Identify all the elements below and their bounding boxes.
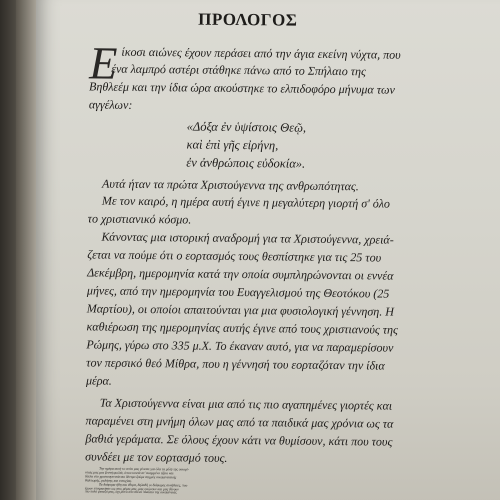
quote-line: ἐν ἀνθρώποις εὐδοκία».	[186, 155, 306, 171]
text-line: ζεται να πούμε ότι ο εορτασμός τους θεσπίστηκε για τις 25 του	[87, 247, 382, 265]
text-line: ένα λαμπρό αστέρι στάθηκε πάνω από το Σπήλαιο της	[111, 61, 366, 79]
page-title: ΠΡΟΛΟΓΟΣ	[198, 9, 298, 30]
text-line: βαθιά γεράματα. Σε όλους έχουν κάτι να θυμίσουν, κάτι που τους	[85, 431, 393, 449]
text-line: αγγέλων:	[88, 97, 133, 112]
text-line: Μαρτίου), οι οποίοι απαιτούνται για μια φυσιολογική γέννηση. Η	[86, 301, 395, 319]
text-line: το χριστιανικό κόσμο.	[87, 211, 192, 227]
text-line: έχουν επικρατήσει ως στις μέρες μας, μας ενώνουν και μας δένουν	[84, 485, 179, 491]
quote-line: καὶ ἐπὶ γῆς εἰρήνη,	[186, 137, 279, 153]
text-line: Με τον καιρό, η ημέρα αυτή έγινε η μεγαλύτερη γιορτή σ' όλο	[101, 193, 391, 211]
page-content	[43, 0, 493, 500]
text-line: πιο πολύ μεταξύ μας, όχι μόνο στο στενό πλαίσιο της οικογένειάς	[84, 489, 177, 495]
text-line: δίπλα στο χριστουγεννιάτικο δέντρο ζούμε στιγμές οικογενειακής	[84, 474, 177, 480]
text-line: καθιέρωση της ημερομηνίας αυτής έγινε από τους χριστιανούς της	[86, 319, 398, 337]
text-line: νειάς μας μια ζεστή φωλιά, όπου κοντά στ' αναμμένο τζάκι και	[85, 470, 174, 476]
text-line: μήνες, από την ημερομηνία του Ευαγγελισμού της Θεοτόκου (25	[86, 283, 390, 301]
text-line: ίκοσι αιώνες έχουν περάσει από την άγια εκείνη νύχτα, που	[121, 44, 401, 62]
text-line: Ρώμης, γύρω στο 335 μ.Χ. Το έκαναν αυτό, για να παραμερίσουν	[86, 337, 394, 355]
text-line: Την ημέρα αυτή το σπίτι μας γίνεται για όλα τα μέλη της οικογέ-	[99, 466, 190, 472]
text-line: Αυτά ήταν τα πρώτα Χριστούγεννα της ανθρωπότητας.	[102, 176, 359, 194]
text-line: μέρα.	[85, 373, 112, 388]
quote-line: «Δόξα ἐν ὑψίστοις Θεῷ,	[186, 119, 307, 135]
text-line: Τα διάφορα ήθη και έθιμα, δηλαδή οι διάφορες συνήθειες, που	[98, 482, 188, 488]
text-line: συνδέει με τον εορτασμό τους.	[85, 449, 228, 465]
drop-cap: Ε	[89, 37, 118, 89]
text-line: Βηθλεέμ και την ίδια ώρα ακούστηκε το ελπιδοφόρο μήνυμα των	[89, 79, 395, 97]
text-line: Κάνοντας μια ιστορική αναδρομή για τα Χριστούγεννα, χρειά-	[101, 229, 394, 247]
text-line: θαλπωρής, γαλήνης και ευτυχίας.	[84, 478, 133, 483]
text-line: παραμένει στη μνήμη όλων μας από τα παιδικά μας χρόνια ως τα	[85, 413, 394, 431]
text-line: Τα Χριστούγεννα είναι μια από τις πιο αγαπημένες γιορτές και	[99, 395, 393, 413]
text-line: τον περσικό θεό Μίθρα, που η γέννησή του εορταζόταν την ίδια	[86, 355, 385, 373]
text-line: Δεκέμβρη, ημερομηνία κατά την οποία συμπληρώνονται οι εννέα	[87, 265, 394, 283]
